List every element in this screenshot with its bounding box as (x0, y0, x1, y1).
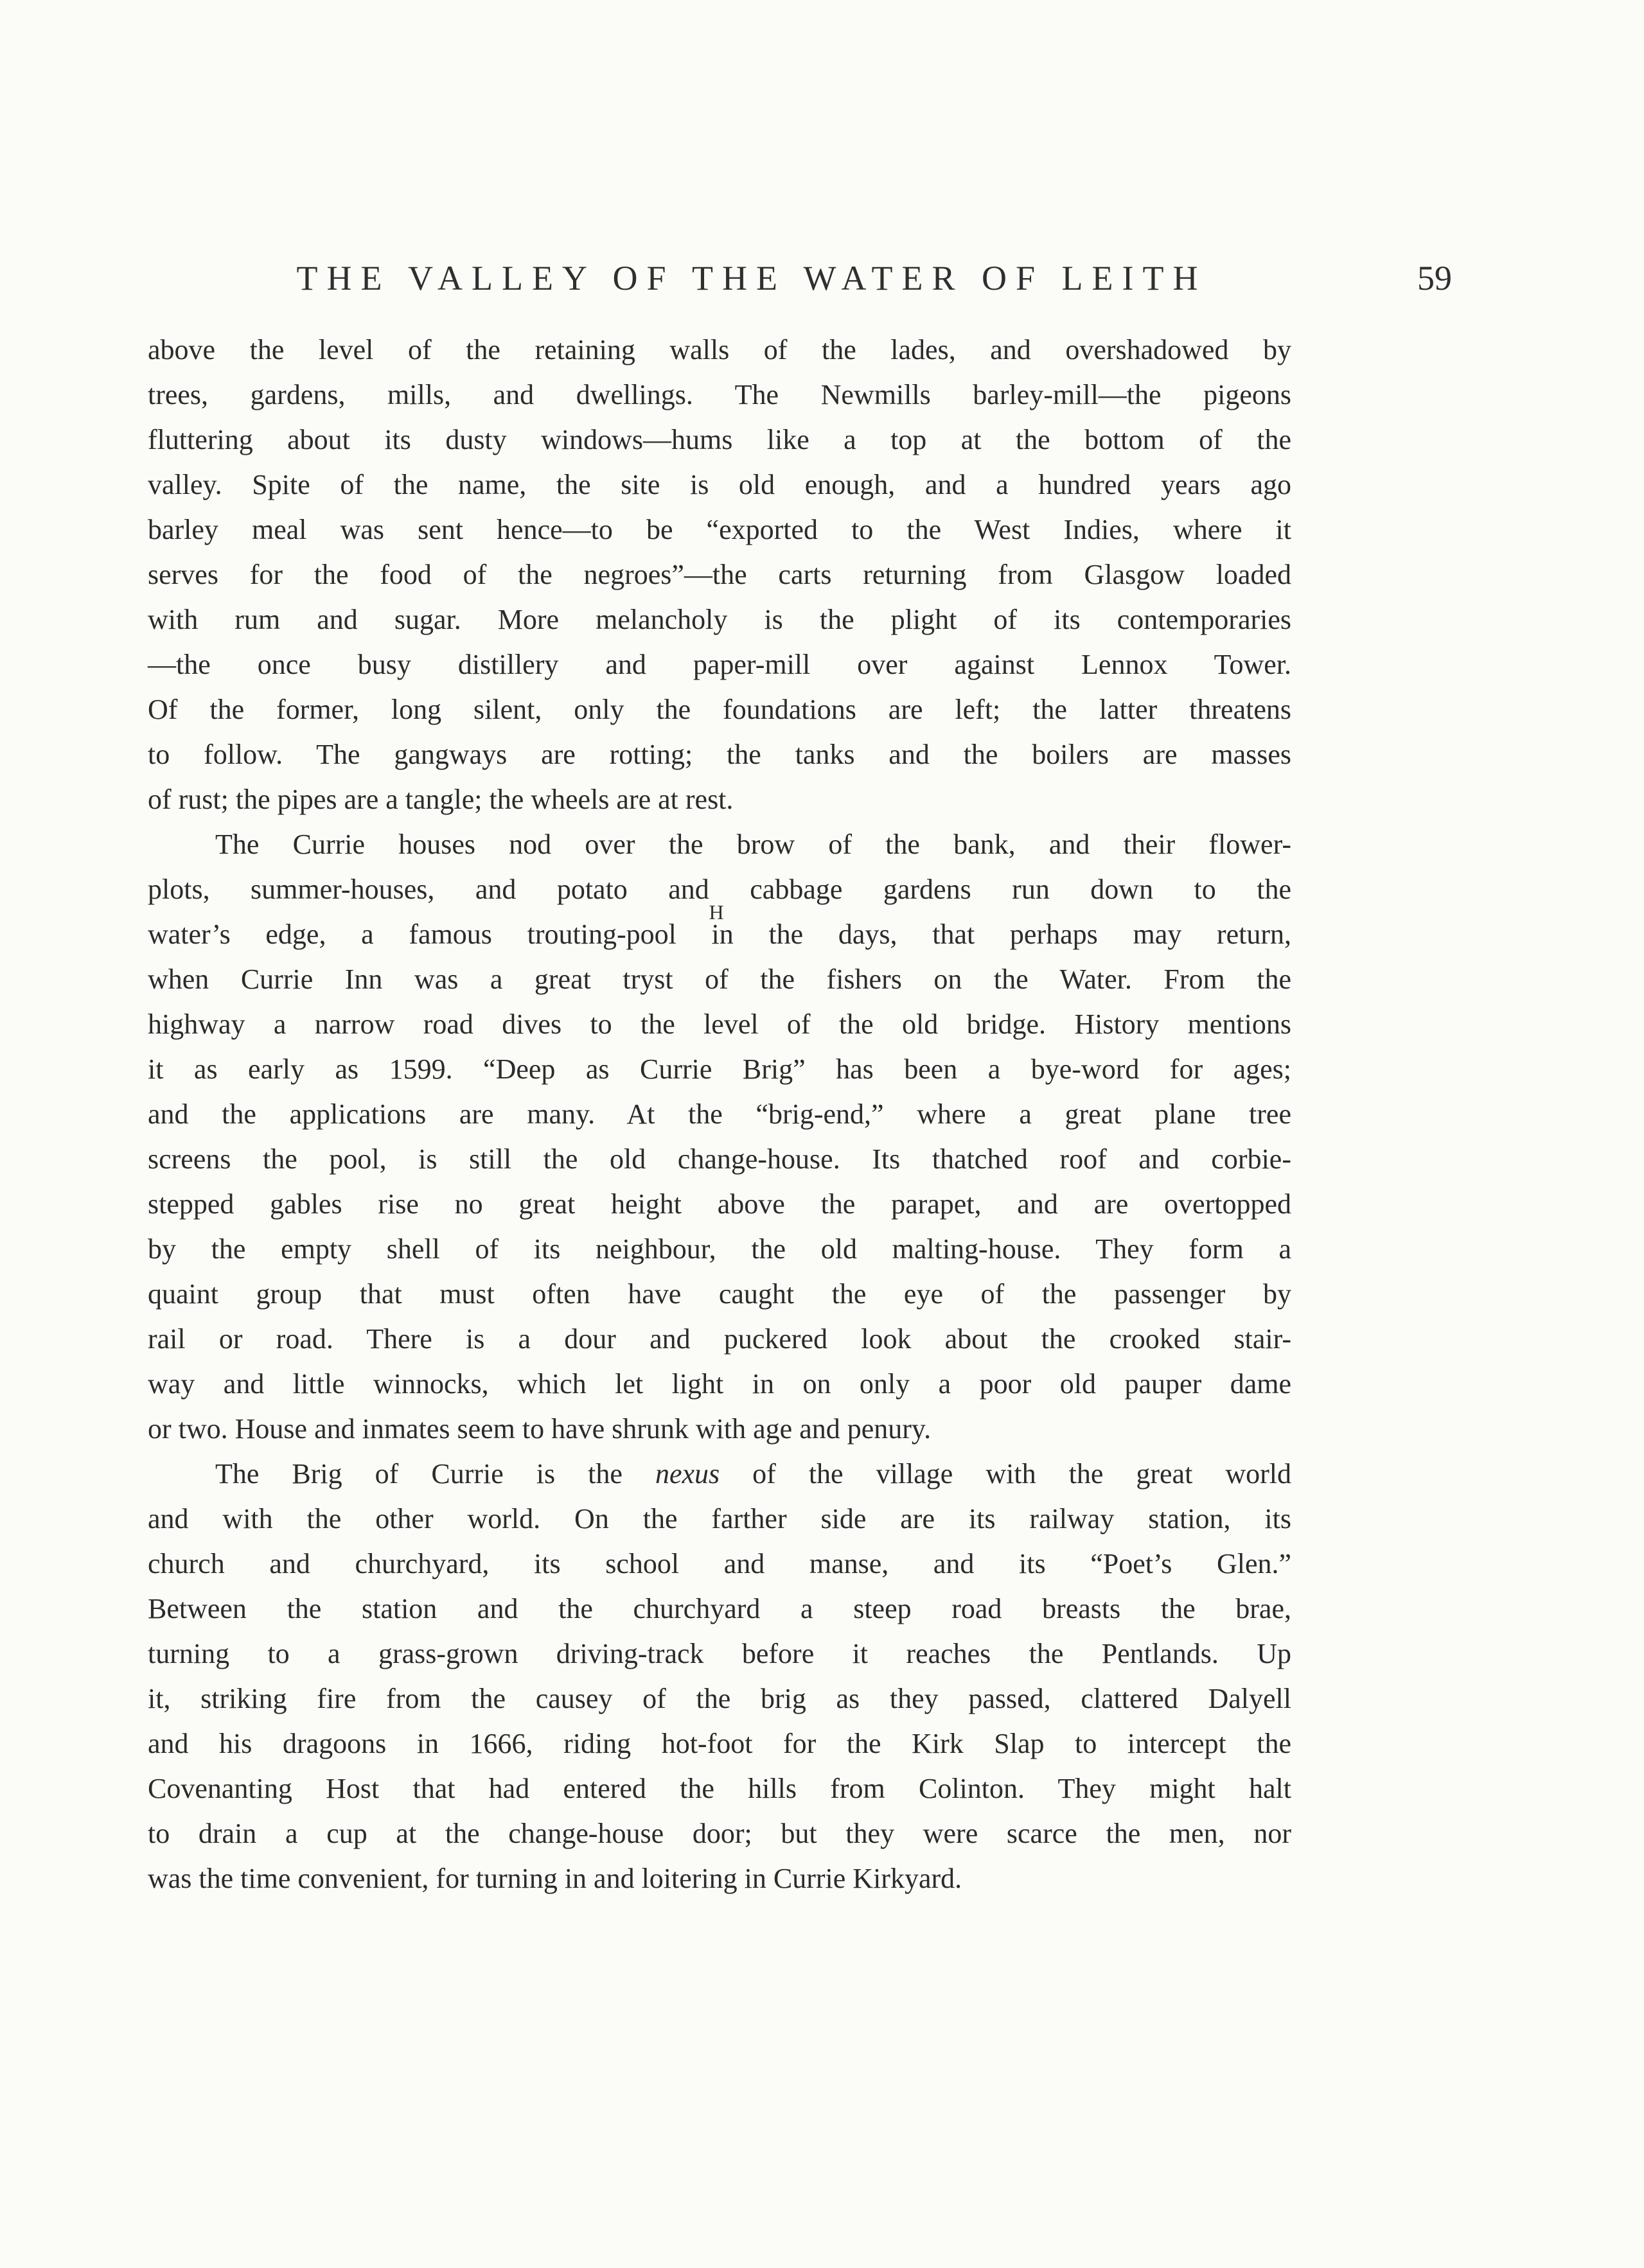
text-line: and with the other world. On the farther side are its railway station, its (148, 1503, 1291, 1534)
text-line: Of the former, long silent, only the foundations are left; the latter threatens (148, 694, 1291, 725)
text-line: and his dragoons in 1666, riding hot-foot for the Kirk Slap to intercept the (148, 1728, 1291, 1759)
paragraph (148, 328, 1291, 822)
text-line: plots, summer-houses, and potato and cabbage gardens run down to the (148, 874, 1291, 905)
text-line: serves for the food of the negroes”—the carts returning from Glasgow loaded (148, 559, 1291, 590)
text-line: to drain a cup at the change-house door; but they were scarce the men, nor (148, 1818, 1291, 1849)
body-text (148, 328, 1291, 1901)
text-line: above the level of the retaining walls of the lades, and overshadowed by (148, 334, 1291, 365)
text-line: by the empty shell of its neighbour, the old malting-house. They form a (148, 1233, 1291, 1265)
text-line: it, striking fire from the causey of the brig as they passed, clattered Dalyell (148, 1683, 1291, 1714)
text-line: way and little winnocks, which let light in on only a poor old pauper dame (148, 1368, 1291, 1400)
text-line: to follow. The gangways are rotting; the tanks and the boilers are masses (148, 739, 1291, 770)
text-line: valley. Spite of the name, the site is old enough, and a hundred years ago (148, 469, 1291, 500)
text-line: trees, gardens, mills, and dwellings. The Newmills barley-mill—the pigeons (148, 379, 1291, 410)
signature-mark: H (709, 901, 724, 924)
text-line: The Currie houses nod over the brow of the bank, and their flower- (215, 829, 1291, 860)
running-head (148, 256, 1452, 301)
text-line: screens the pool, is still the old change-house. Its thatched roof and corbie- (148, 1143, 1291, 1175)
text-line: barley meal was sent hence—to be “exported to the West Indies, where it (148, 514, 1291, 545)
text-line: church and churchyard, its school and manse, and its “Poet’s Glen.” (148, 1548, 1291, 1579)
page-number: 59 (1417, 259, 1452, 297)
text-line: Covenanting Host that had entered the hills from Colinton. They might halt (148, 1773, 1291, 1804)
text-line: when Currie Inn was a great tryst of the fishers on the Water. From the (148, 963, 1291, 995)
text-line: highway a narrow road dives to the level of the old bridge. History mentions (148, 1008, 1291, 1040)
text-line: of rust; the pipes are a tangle; the wheels are at rest. (148, 784, 734, 815)
text-line: Between the station and the churchyard a steep road breasts the brae, (148, 1593, 1291, 1624)
text-line: it as early as 1599. “Deep as Currie Brig” has been a bye-word for ages; (148, 1053, 1291, 1085)
text-line: rail or road. There is a dour and puckered look about the crooked stair- (148, 1323, 1291, 1355)
text-line: turning to a grass-grown driving-track before it reaches the Pentlands. Up (148, 1638, 1291, 1669)
text-line: was the time convenient, for turning in and loitering in Currie Kirkyard. (148, 1863, 962, 1894)
text-line: and the applications are many. At the “brig-end,” where a great plane tree (148, 1098, 1291, 1130)
text-line: with rum and sugar. More melancholy is the plight of its contemporaries (148, 604, 1291, 635)
paragraph (148, 1452, 1291, 1901)
text-line: or two. House and inmates seem to have shrunk with age and penury. (148, 1413, 932, 1445)
text-line: water’s edge, a famous trouting-pool in the days, that perhaps may return, (148, 919, 1291, 950)
text-line: The Brig of Currie is the nexus of the village with the great world (215, 1458, 1291, 1490)
italic-word: nexus (655, 1458, 720, 1490)
running-title: THE VALLEY OF THE WATER OF LEITH (296, 259, 1207, 297)
text-line: stepped gables rise no great height above the parapet, and are overtopped (148, 1188, 1291, 1220)
text-line: quaint group that must often have caught the eye of the passenger by (148, 1278, 1291, 1310)
text-line: fluttering about its dusty windows—hums like a top at the bottom of the (148, 424, 1291, 455)
text-line: —the once busy distillery and paper-mill over against Lennox Tower. (148, 649, 1291, 680)
